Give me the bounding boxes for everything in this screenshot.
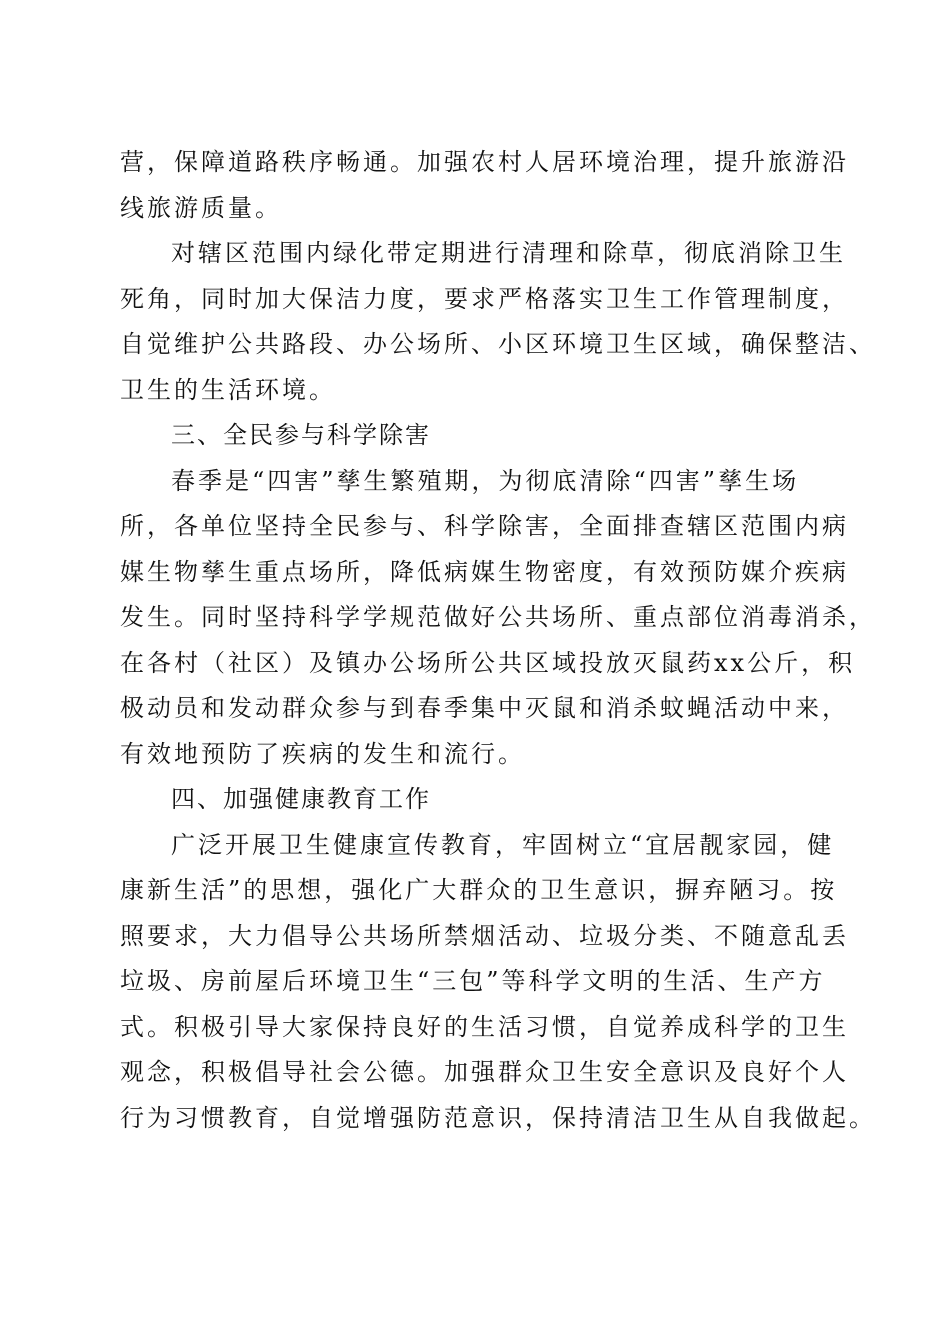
paragraph-1 — [120, 140, 849, 231]
text-line: 有效地预防了疾病的发生和流行。 — [120, 739, 525, 768]
text-line: 照要求，大力倡导公共场所禁烟活动、垃圾分类、不随意乱丢 — [120, 921, 849, 950]
text-line: 极动员和发动群众参与到春季集中灭鼠和消杀蚊蝇活动中来， — [120, 694, 849, 722]
text-line: 死角，同时加大保洁力度，要求严格落实卫生工作管理制度， — [120, 284, 849, 313]
section-heading-3: 三、全民参与科学除害 — [171, 421, 431, 449]
text-line: 在各村（社区）及镇办公场所公共区域投放灭鼠药xx公斤，积 — [120, 648, 856, 677]
text-line: 行为习惯教育，自觉增强防范意识，保持清洁卫生从自我做起。 — [120, 1103, 876, 1132]
text-line: 媒生物孳生重点场所，降低病媒生物密度，有效预防媒介疾病 — [120, 557, 849, 586]
paragraph-3 — [120, 459, 876, 778]
text-line: 营，保障道路秩序畅通。加强农村人居环境治理，提升旅游沿 — [120, 148, 849, 176]
text-line: 康新生活”的思想，强化广大群众的卫生意识，摒弃陋习。按 — [120, 876, 838, 904]
text-line: 式。积极引导大家保持良好的生活习惯，自觉养成科学的卫生 — [120, 1012, 849, 1041]
text-line: 发生。同时坚持科学学规范做好公共场所、重点部位消毒消杀， — [120, 603, 876, 631]
text-line: 观念，积极倡导社会公德。加强群众卫生安全意识及良好个人 — [120, 1058, 849, 1086]
text-line: 自觉维护公共路段、办公场所、小区环境卫生区域，确保整洁、 — [120, 330, 876, 358]
text-line: 春季是“四害”孳生繁殖期，为彻底清除“四害”孳生场 — [171, 466, 800, 495]
document-body — [120, 140, 876, 1141]
text-line: 所，各单位坚持全民参与、科学除害，全面排查辖区范围内病 — [120, 512, 849, 540]
text-line: 卫生的生活环境。 — [120, 375, 336, 404]
text-line: 广泛开展卫生健康宣传教育，牢固树立“宜居靓家园，健 — [171, 830, 835, 859]
paragraph-4 — [120, 823, 876, 1142]
paragraph-2 — [120, 231, 876, 413]
text-line: 垃圾、房前屋后环境卫生“三包”等科学文明的生活、生产方 — [120, 967, 826, 995]
text-line: 对辖区范围内绿化带定期进行清理和除草，彻底消除卫生 — [171, 239, 846, 267]
section-heading-4: 四、加强健康教育工作 — [171, 785, 431, 813]
text-line: 线旅游质量。 — [120, 193, 282, 222]
